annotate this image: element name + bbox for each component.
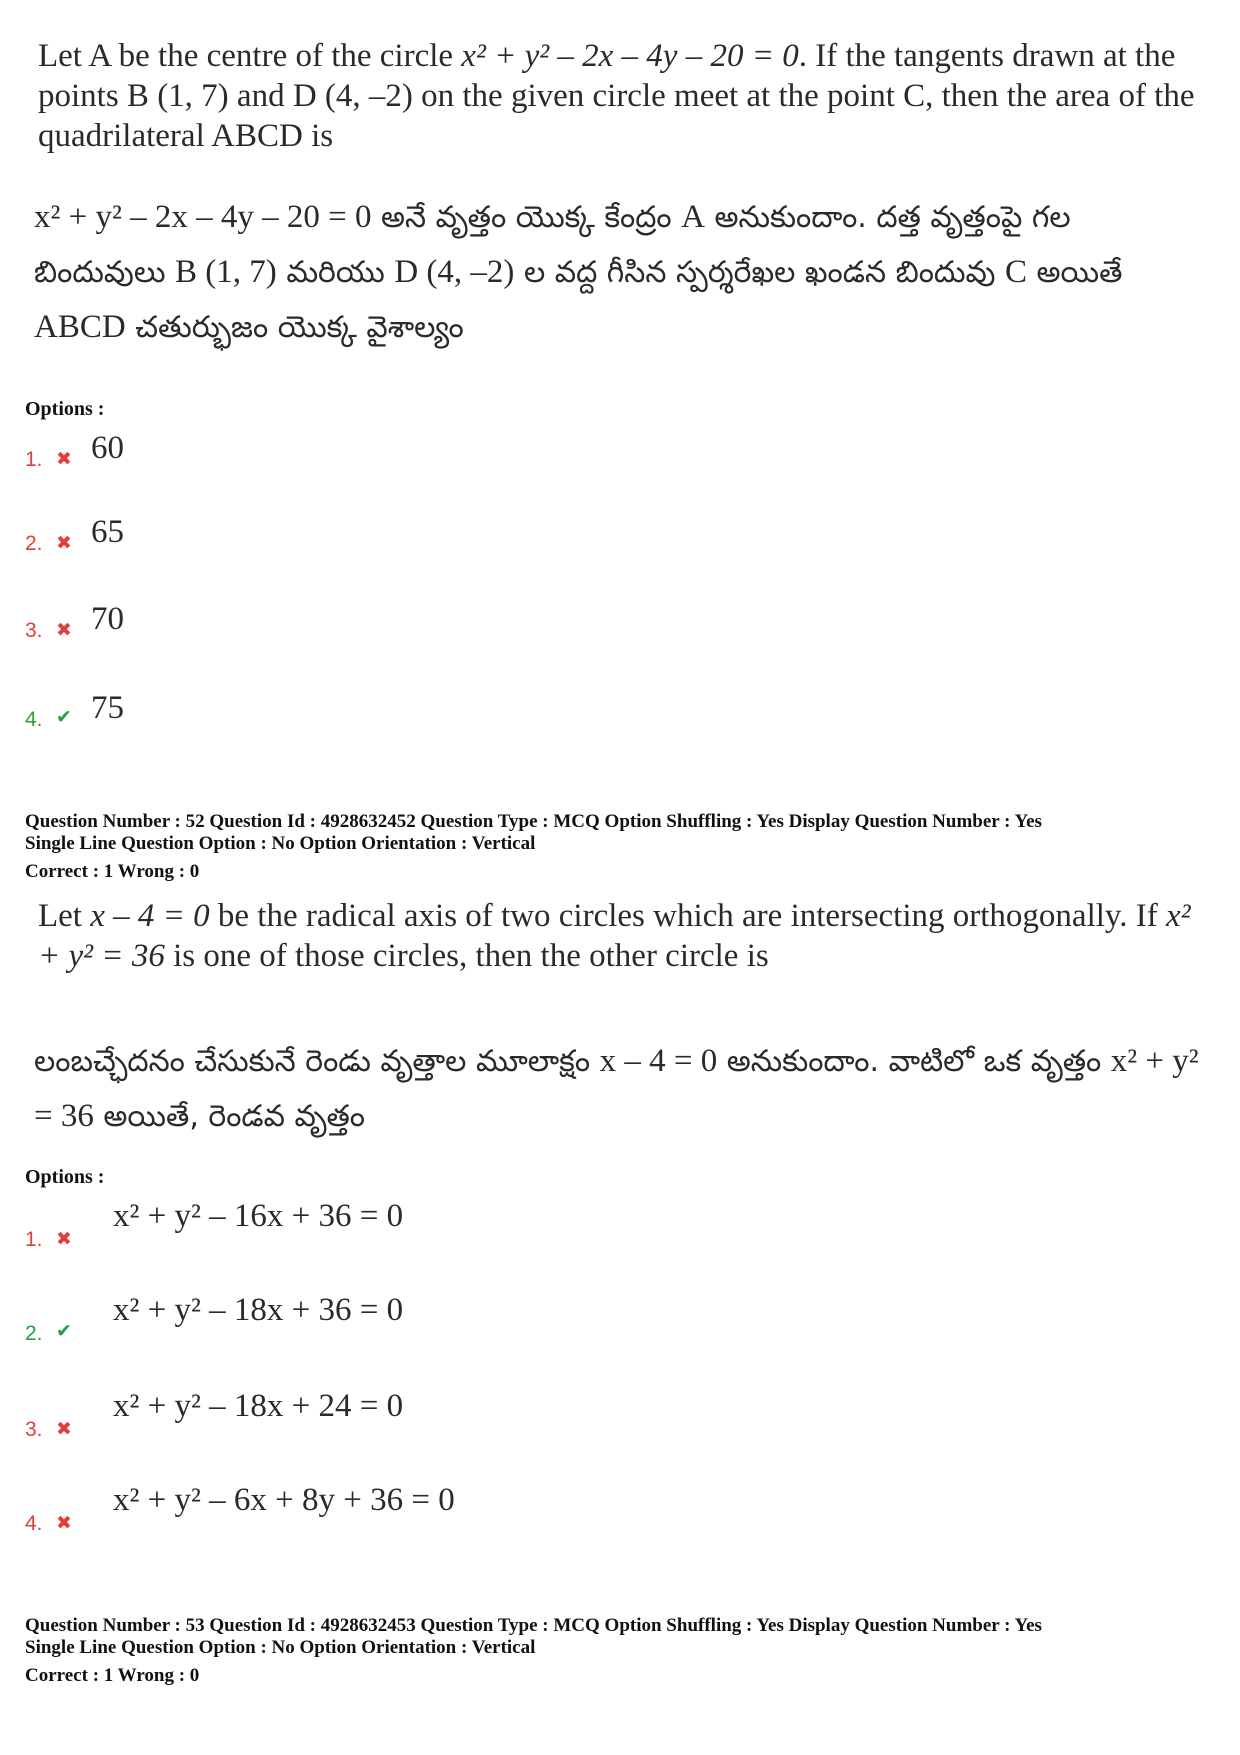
q51-question-telugu <box>34 190 1209 355</box>
cross-icon: ✖ <box>56 1228 72 1250</box>
q51-te-text-2: అనుకుందాం. దత్త వృత్తంపై గల బిందువులు <box>34 200 1071 290</box>
q52-meta-line-1: Question Number : 52 Question Id : 4928632452 Question Type : MCQ Option Shuffling : Yes Display Question Number : Yes <box>25 811 1042 832</box>
q52-option-2-text: x² + y² – 18x + 36 = 0 <box>113 1292 404 1328</box>
q51-option-4[interactable] <box>25 690 625 740</box>
q51-te-point-a: A <box>681 199 705 235</box>
q52-option-4[interactable] <box>25 1482 625 1535</box>
q52-option-3[interactable] <box>25 1388 625 1441</box>
q51-option-3-number: 3. <box>25 619 43 642</box>
q52-option-1[interactable] <box>25 1198 625 1251</box>
q51-option-2[interactable] <box>25 514 625 564</box>
q51-option-4-number: 4. <box>25 708 43 731</box>
q51-option-2-text: 65 <box>91 514 124 550</box>
q52-option-1-text: x² + y² – 16x + 36 = 0 <box>113 1198 404 1234</box>
q53-meta-line-1: Question Number : 53 Question Id : 4928632453 Question Type : MCQ Option Shuffling : Yes Display Question Number : Yes <box>25 1615 1042 1636</box>
cross-icon: ✖ <box>56 532 72 554</box>
q51-option-3-text: 70 <box>91 601 124 637</box>
q52-en-text-2: be the radical axis of two circles which are intersecting orthogonally. If <box>209 898 1166 934</box>
q52-en-equation-2: x² + y² = 36 <box>38 898 1191 974</box>
cross-icon: ✖ <box>56 1418 72 1440</box>
q51-en-equation: x² + y² – 2x – 4y – 20 = 0 <box>461 38 799 74</box>
q52-option-1-number: 1. <box>25 1228 43 1251</box>
q51-te-text-5: అయితే <box>1026 255 1123 290</box>
q52-option-4-number: 4. <box>25 1512 43 1535</box>
q52-meta-line-2: Single Line Question Option : No Option Orientation : Vertical <box>25 833 536 854</box>
cross-icon: ✖ <box>56 1512 72 1534</box>
check-icon: ✔ <box>56 1320 72 1342</box>
q51-te-text-3: మరియు <box>276 255 395 290</box>
cross-icon: ✖ <box>56 619 72 641</box>
q52-te-equation-1: x – 4 = 0 <box>599 1043 718 1079</box>
cross-icon: ✖ <box>56 448 72 470</box>
q51-te-equation: x² + y² – 2x – 4y – 20 = 0 <box>34 199 372 235</box>
q52-te-text-1: లంబచ్ఛేదనం చేసుకునే రెండు వృత్తాల మూలాక్షం <box>34 1044 600 1079</box>
q51-te-abcd: ABCD <box>34 309 126 345</box>
check-icon: ✔ <box>56 706 72 728</box>
q52-option-2-number: 2. <box>25 1322 43 1345</box>
q51-question-english <box>38 36 1208 156</box>
q51-options-label: Options : <box>25 398 105 420</box>
q52-en-text-3: is one of those circles, then the other circle is <box>164 938 769 974</box>
q52-meta-line-3: Correct : 1 Wrong : 0 <box>25 861 200 882</box>
q51-te-text-4: ల వద్ద గీసిన స్పర్శరేఖల ఖండన బిందువు <box>514 255 1005 290</box>
q52-question-english <box>38 896 1208 976</box>
q51-option-3[interactable] <box>25 601 625 651</box>
q52-question-telugu <box>34 1034 1209 1144</box>
q51-te-point-d: D (4, –2) <box>394 254 515 290</box>
q52-te-text-3: అయితే, రెండవ వృత్తం <box>93 1099 365 1134</box>
q51-option-1-text: 60 <box>91 430 124 466</box>
q51-te-point-b: B (1, 7) <box>175 254 277 290</box>
q52-en-text-1: Let <box>38 898 91 934</box>
q52-options-label: Options : <box>25 1166 105 1188</box>
q51-en-text-1: Let A be the centre of the circle <box>38 38 462 74</box>
q51-option-1-number: 1. <box>25 448 43 471</box>
q52-option-4-text: x² + y² – 6x + 8y + 36 = 0 <box>113 1482 455 1518</box>
q52-option-3-text: x² + y² – 18x + 24 = 0 <box>113 1388 404 1424</box>
q52-en-equation-1: x – 4 = 0 <box>90 898 210 934</box>
q51-option-2-number: 2. <box>25 532 43 555</box>
q52-option-3-number: 3. <box>25 1418 43 1441</box>
q52-te-text-2: అనుకుందాం. వాటిలో ఒక వృత్తం <box>717 1044 1111 1079</box>
q51-option-4-text: 75 <box>91 690 124 726</box>
q53-meta-line-3: Correct : 1 Wrong : 0 <box>25 1665 200 1686</box>
q53-meta-line-2: Single Line Question Option : No Option Orientation : Vertical <box>25 1637 536 1658</box>
q51-te-text-6: చతుర్భుజం యొక్క వైశాల్యం <box>125 310 464 345</box>
q52-option-2[interactable] <box>25 1292 625 1345</box>
q52-te-equation-2: x² + y² = 36 <box>34 1043 1199 1134</box>
q51-te-point-c: C <box>1004 254 1027 290</box>
q51-te-text-1: అనే వృత్తం యొక్క కేంద్రం <box>371 200 682 235</box>
q51-en-text-2: . If the tangents drawn at the points B (1, 7) and D (4, –2) on the given circle meet at the point C, then the area of the quadrilateral ABCD is <box>38 38 1195 154</box>
q51-option-1[interactable] <box>25 430 625 480</box>
